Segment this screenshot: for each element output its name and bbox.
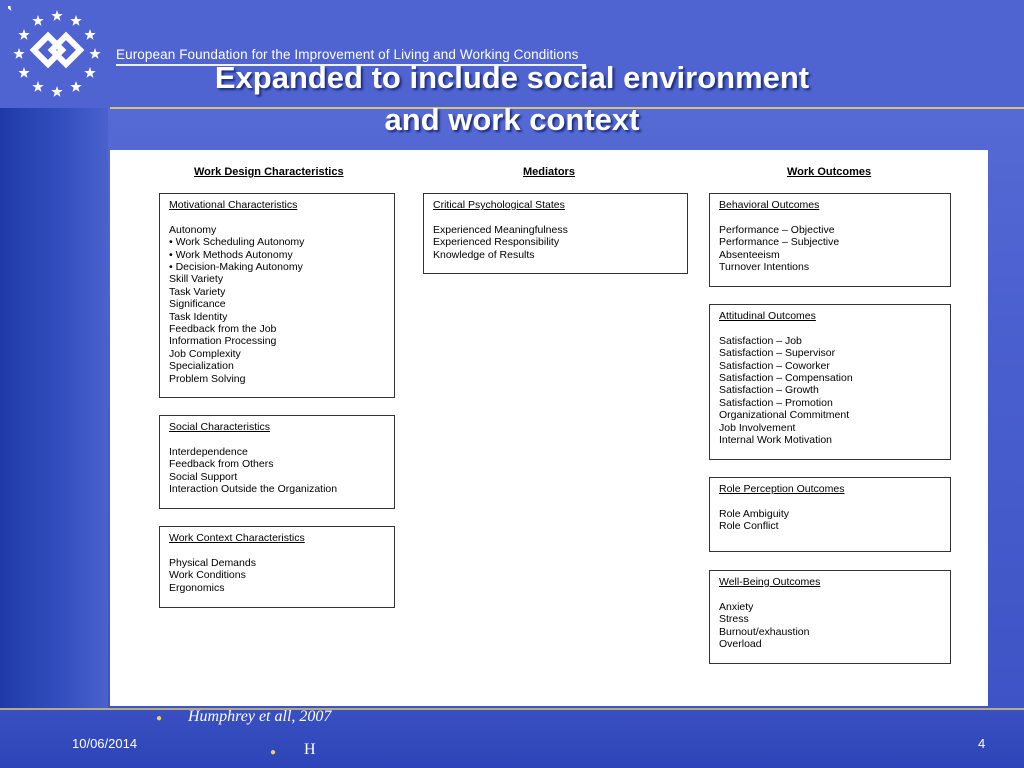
box-list-item: Role Conflict bbox=[719, 520, 779, 533]
box-title: Well-Being Outcomes bbox=[719, 576, 821, 588]
box-list-item: Ergonomics bbox=[169, 581, 225, 594]
box-list-item: Knowledge of Results bbox=[433, 248, 535, 261]
box-list-item: Internal Work Motivation bbox=[719, 434, 833, 447]
footer-divider bbox=[0, 708, 1024, 710]
box-list-item: Satisfaction – Supervisor bbox=[719, 347, 836, 360]
box-title: Role Perception Outcomes bbox=[719, 483, 845, 495]
box-list-item: Anxiety bbox=[719, 600, 754, 613]
box-list-item: Burnout/exhaustion bbox=[719, 625, 810, 638]
box-list-item: Absenteeism bbox=[719, 248, 780, 261]
box-list-item: • Decision-Making Autonomy bbox=[169, 261, 303, 274]
citation-text: Humphrey et all, 2007 bbox=[188, 708, 332, 725]
box-well-being-outcomes bbox=[709, 570, 951, 664]
box-list-item: Social Support bbox=[169, 470, 238, 483]
box-list-item: Experienced Meaningfulness bbox=[433, 223, 568, 236]
box-list-item: • Work Methods Autonomy bbox=[169, 248, 293, 261]
box-list-item: Stress bbox=[719, 613, 749, 626]
box-list-item: Job Involvement bbox=[719, 421, 796, 434]
box-attitudinal-outcomes bbox=[709, 304, 951, 460]
slide-title-line-2: and work context bbox=[384, 102, 640, 137]
box-list-item: Interaction Outside the Organization bbox=[169, 483, 338, 496]
box-list-item: Performance – Objective bbox=[719, 223, 835, 236]
page-number: 4 bbox=[978, 736, 986, 751]
box-list-item: Organizational Commitment bbox=[719, 409, 850, 422]
left-decorative-strip bbox=[0, 108, 108, 708]
column-header-mediators: Mediators bbox=[523, 166, 575, 178]
eu-foundation-logo bbox=[8, 6, 106, 102]
box-list-item: Satisfaction – Growth bbox=[719, 384, 819, 397]
box-list-item: Specialization bbox=[169, 360, 234, 373]
footer-band bbox=[0, 708, 1024, 768]
slide-title-line-1: Expanded to include social environment bbox=[214, 60, 810, 95]
box-title: Work Context Characteristics bbox=[169, 532, 305, 544]
box-social-characteristics bbox=[159, 415, 395, 509]
box-motivational-characteristics bbox=[159, 193, 395, 398]
box-role-perception-outcomes bbox=[709, 477, 951, 552]
box-list-item: • Work Scheduling Autonomy bbox=[169, 236, 305, 249]
box-list-item: Satisfaction – Compensation bbox=[719, 372, 853, 385]
box-title: Critical Psychological States bbox=[433, 199, 565, 211]
box-list-item: Task Variety bbox=[169, 285, 226, 298]
box-list-item: Role Ambiguity bbox=[719, 507, 790, 520]
box-work-context-characteristics bbox=[159, 526, 395, 608]
box-title: Attitudinal Outcomes bbox=[719, 310, 816, 322]
box-list-item: Satisfaction – Coworker bbox=[719, 359, 830, 372]
column-header-design: Work Design Characteristics bbox=[194, 166, 344, 178]
box-behavioral-outcomes bbox=[709, 193, 951, 287]
box-list-item: Overload bbox=[719, 638, 762, 651]
box-list-item: Problem Solving bbox=[169, 372, 246, 385]
box-list-item: Satisfaction – Job bbox=[719, 334, 802, 347]
interlocked-squares-icon bbox=[34, 36, 80, 64]
organization-name: European Foundation for the Improvement of Living and Working Conditions bbox=[116, 47, 579, 62]
box-list-item: Performance – Subjective bbox=[719, 236, 840, 249]
box-list-item: Feedback from the Job bbox=[169, 323, 277, 336]
box-critical-psychological-states bbox=[423, 193, 688, 274]
citation-bullet-icon: ● bbox=[156, 713, 163, 724]
box-list-item: Autonomy bbox=[169, 223, 217, 236]
box-list-item: Job Complexity bbox=[169, 347, 241, 360]
box-list-item: Satisfaction – Promotion bbox=[719, 396, 833, 409]
box-list-item: Skill Variety bbox=[169, 273, 224, 286]
box-list-item: Interdependence bbox=[169, 445, 248, 458]
box-title: Behavioral Outcomes bbox=[719, 199, 820, 211]
box-list-item: Physical Demands bbox=[169, 556, 256, 569]
box-list-item: Significance bbox=[169, 298, 226, 311]
footer-note: H bbox=[304, 741, 316, 758]
box-list-item: Information Processing bbox=[169, 335, 277, 348]
box-title: Social Characteristics bbox=[169, 421, 270, 433]
note-bullet-icon: ● bbox=[270, 747, 277, 758]
box-list-item: Work Conditions bbox=[169, 569, 246, 582]
slide-title bbox=[150, 57, 874, 141]
box-list-item: Feedback from Others bbox=[169, 458, 274, 471]
box-title: Motivational Characteristics bbox=[169, 199, 298, 211]
slide-date: 10/06/2014 bbox=[72, 736, 138, 751]
box-list-item: Task Identity bbox=[169, 310, 228, 323]
star-ring-icon bbox=[8, 6, 14, 11]
box-list-item: Turnover Intentions bbox=[719, 261, 810, 274]
box-list-item: Experienced Responsibility bbox=[433, 236, 560, 249]
column-header-outcomes: Work Outcomes bbox=[787, 166, 872, 178]
